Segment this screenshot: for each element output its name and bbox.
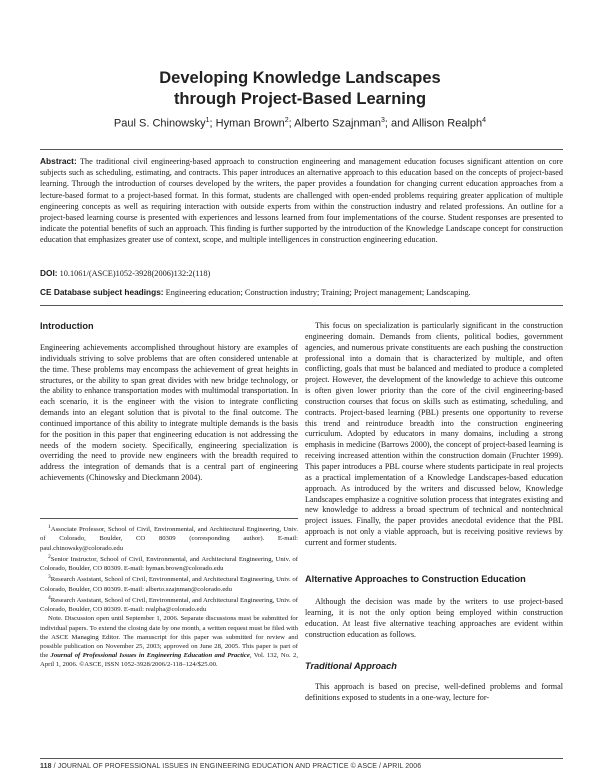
author-affiliation-mark: 4 bbox=[482, 117, 487, 124]
right-column-intro bbox=[305, 321, 563, 549]
footnote-number: 2 bbox=[48, 553, 51, 560]
paper-title bbox=[30, 68, 570, 110]
author-separator: ; bbox=[209, 117, 216, 130]
note-text-end: , Vol. 132, No. 2, April 1, 2006. ©ASCE, ISSN 1052-3928/2006/2-118–124/$25.00. bbox=[40, 651, 298, 669]
submission-note bbox=[40, 614, 298, 669]
author-affiliation-mark: 2 bbox=[284, 117, 289, 124]
author-separator: ; and bbox=[384, 117, 412, 130]
footnote-number: 3 bbox=[48, 574, 51, 581]
subject-headings bbox=[40, 287, 563, 297]
author-name: Hyman Brown bbox=[215, 117, 285, 130]
author-separator: ; bbox=[288, 117, 295, 130]
footnote-text: Research Assistant, School of Civil, Environmental, and Architectural Engineering, Univ. of Colorado, Boulder, CO 80309. E-mail: alberto.szajnman@colorado.edu bbox=[40, 576, 298, 593]
footer-text: / JOURNAL OF PROFESSIONAL ISSUES IN ENGINEERING EDUCATION AND PRACTICE © ASCE / APRIL 2006 bbox=[53, 763, 422, 770]
footnote-text: Senior Instructor, School of Civil, Environmental, and Architectural Engineering, Univ. of Colorado, Boulder, CO 80309. E-mail: hyman.brown@colorado.edu bbox=[40, 555, 298, 573]
page-footer bbox=[40, 763, 563, 770]
author-name: Alberto Szajnman bbox=[294, 117, 381, 130]
abstract-label: Abstract: bbox=[40, 156, 77, 166]
footnote-text: Research Assistant, School of Civil, Environmental, and Architectural Engineering, Univ. of Colorado, Boulder, CO 80309. E-mail: realpha@colorado.edu bbox=[40, 597, 298, 614]
subject-headings-label: CE Database subject headings: bbox=[40, 287, 164, 297]
page-number: 118 bbox=[40, 763, 52, 770]
introduction-paragraph: Engineering achievements accomplished throughout history are examples of individuals striving to solve problems that are often considered untenable at the time. These problems may encompass the achievement of great heights in structures, or the ability to span great divides with new bridge technology, or the ability to enhance transportation modes with multimodal transportation. In each scenario, it is the engineer with the vision to integrate conflicting demands into an elegant solution that is pivotal to the final outcome. The continued importance of this ability to integrate multiple demands is the basis for the position in this paper that engineering education is not addressing the needs of the modern society. Specifically, engineering specialization is overriding the need to provide new engineers with the breadth required to address the integration of demands that is a central part of engineering achievements (Chinowsky and Dieckmann 2004). bbox=[40, 343, 298, 483]
footnotes bbox=[40, 518, 298, 669]
alternative-approaches-body bbox=[305, 597, 563, 640]
abstract-text: The traditional civil engineering-based approach to construction engineering and management education focuses significant attention on core subjects such as scheduling, estimating, and contracts. This paper introduces an alternative approach to this education based on the concepts of project-based learning. Through the introduction of courses developed by the writers, the paper provides a foundation for changing current education approaches from a lecture-based format to a project-based format. In this format, students are challenged with open-ended problems requiring greater application of multiple engineering concepts as well as requiring interaction with outside experts from within the construction industry and related professions. An outline for a project-based learning course is presented with experiences and lessons learned from four implementations of the course. Student responses are presented to indicate the potential benefits of such an approach. This finding is further supported by the introduction of the Knowledge Landscape concept for construction education that emphasizes greater use of context, scope, and multiple intelligences in construction engineering education. bbox=[40, 157, 563, 245]
footnote-number: 1 bbox=[48, 524, 51, 530]
footer-divider bbox=[40, 758, 563, 759]
author-list bbox=[30, 117, 570, 130]
specialization-paragraph: This focus on specialization is particularly significant in the construction engineering domain. Demands from clients, political bodies, government agencies, and numerous private constituents are each pushing the construction professional into a domain that is characterized by multiple, and often conflicting, goals that must be balanced and mediated to produce a completed project. However, the development of the knowledge to achieve this outcome is often given lower priority than the core of the civil engineering-based construction courses that focus on skills such as estimating, scheduling, and contracts. Project-based learning (PBL) presents one opportunity to reverse this trend and reintroduce breadth into the construction engineering curriculum. Adopted by educators in many domains, including a strong emphasis in medicine (Barrows 2000), the concept of project-based learning is receiving increased attention within the construction domain (Fruchter 1999). This paper introduces a PBL course where students participate in real projects as a practical implementation of a Knowledge Landscapes-based education approach. As introduced by the writers and discussed below, Knowledge Landscapes emphasize a cognitive solution process that integrates existing and new knowledge to address a broad spectrum of technical and nontechnical project issues. Finally, the paper provides anecdotal evidence that the PBL approach is not only a viable approach, but is receiving positive reviews by current and former students. bbox=[305, 321, 563, 547]
journal-name: Journal of Professional Issues in Engineering Education and Practice bbox=[50, 651, 250, 659]
doi-value: 10.1061/(ASCE)1052-3928(2006)132:2(118) bbox=[59, 269, 211, 278]
introduction-body bbox=[40, 343, 298, 484]
footnote-text: Associate Professor, School of Civil, Environmental, and Architectural Engineering, Univ. of Colorado, Boulder, CO 80309 (corresponding author). E-mail: paul.chinowsky@colorado.edu bbox=[40, 526, 298, 552]
title-line-2: through Project-Based Learning bbox=[173, 90, 427, 108]
doi-label: DOI: bbox=[40, 268, 58, 278]
alternative-approaches-heading: Alternative Approaches to Construction Education bbox=[305, 574, 526, 584]
title-line-1: Developing Knowledge Landscapes bbox=[159, 69, 441, 87]
subject-headings-value: Engineering education; Construction industry; Training; Project management; Landscaping. bbox=[165, 288, 471, 297]
introduction-heading: Introduction bbox=[40, 321, 94, 331]
footnote bbox=[40, 594, 298, 615]
author-affiliation-mark: 1 bbox=[205, 117, 210, 124]
note-text: Note. Discussion open until September 1, 2006. Separate discussions must be submitted for individual papers. To extend the closing date by one month, a written request must be filed with the ASCE Managing Editor. The manuscript for this paper was submitted for review and possible publication on November 25, 2003; approved on June 28, 2005. This paper is part of the bbox=[40, 615, 298, 659]
author-name: Paul S. Chinowsky bbox=[113, 117, 206, 130]
footnote bbox=[40, 573, 298, 594]
author-name: Allison Realph bbox=[411, 117, 483, 130]
header-divider bbox=[40, 149, 563, 150]
abstract bbox=[40, 156, 563, 246]
footnote bbox=[40, 553, 298, 574]
doi-line bbox=[40, 268, 210, 278]
abstract-divider bbox=[40, 305, 563, 306]
traditional-approach-body bbox=[305, 682, 563, 704]
author-affiliation-mark: 3 bbox=[381, 117, 385, 124]
alternative-approaches-paragraph: Although the decision was made by the writers to use project-based learning, it is not the only option being employed within construction education. At least five alternative teaching approaches are evident within construction education as follows. bbox=[305, 597, 563, 639]
traditional-approach-heading: Traditional Approach bbox=[305, 661, 397, 671]
footnote-number: 4 bbox=[48, 594, 51, 601]
traditional-approach-paragraph: This approach is based on precise, well-defined problems and formal definitions exposed to students in a one-way, lecture for- bbox=[305, 682, 563, 702]
footnote bbox=[40, 523, 298, 553]
